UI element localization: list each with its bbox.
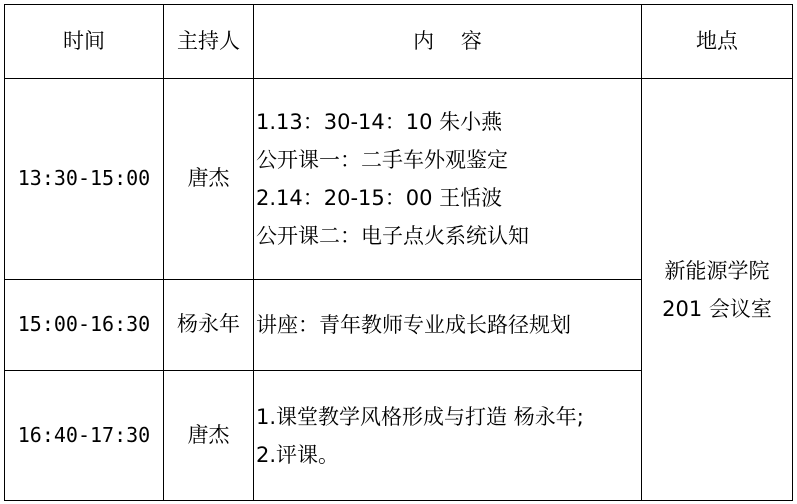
row-content: [254, 280, 642, 371]
content-line: 讲座：青年教师专业成长路径规划: [256, 313, 571, 337]
location-line-2: 201 会议室: [662, 296, 772, 321]
row-content: [254, 371, 642, 501]
schedule-table: [4, 4, 793, 501]
header-location: 地点: [642, 5, 793, 79]
row-time-text: 16:40-17:30: [17, 422, 151, 447]
content-line: 公开课二：电子点火系统认知: [256, 224, 529, 248]
header-time: 时间: [5, 5, 164, 79]
row-time: [5, 280, 164, 371]
header-content: [254, 5, 642, 79]
content-line: 2.评课。: [256, 442, 340, 467]
content-line: 1.13：30-14：10 朱小燕: [256, 110, 503, 134]
header-host: 主持人: [164, 5, 254, 79]
row-time: [5, 79, 164, 280]
content-line: 1.课堂教学风格形成与打造 杨永年;: [256, 404, 584, 429]
row-host: 唐杰: [164, 371, 254, 501]
content-line: 2.14：20-15：00 王恬波: [256, 186, 503, 210]
location-line-1: 新能源学院: [664, 258, 770, 283]
row-time-text: 13:30-15:00: [17, 166, 151, 191]
table-row: [5, 79, 793, 280]
row-content: [254, 79, 642, 280]
header-content-label: 内 容: [413, 28, 482, 53]
row-host: 杨永年: [164, 280, 254, 371]
row-time-text: 15:00-16:30: [17, 312, 151, 337]
row-host: 唐杰: [164, 79, 254, 280]
location-cell: [642, 79, 793, 501]
header-row: [5, 5, 793, 79]
content-line: 公开课一：二手车外观鉴定: [256, 148, 508, 172]
row-time: [5, 371, 164, 501]
